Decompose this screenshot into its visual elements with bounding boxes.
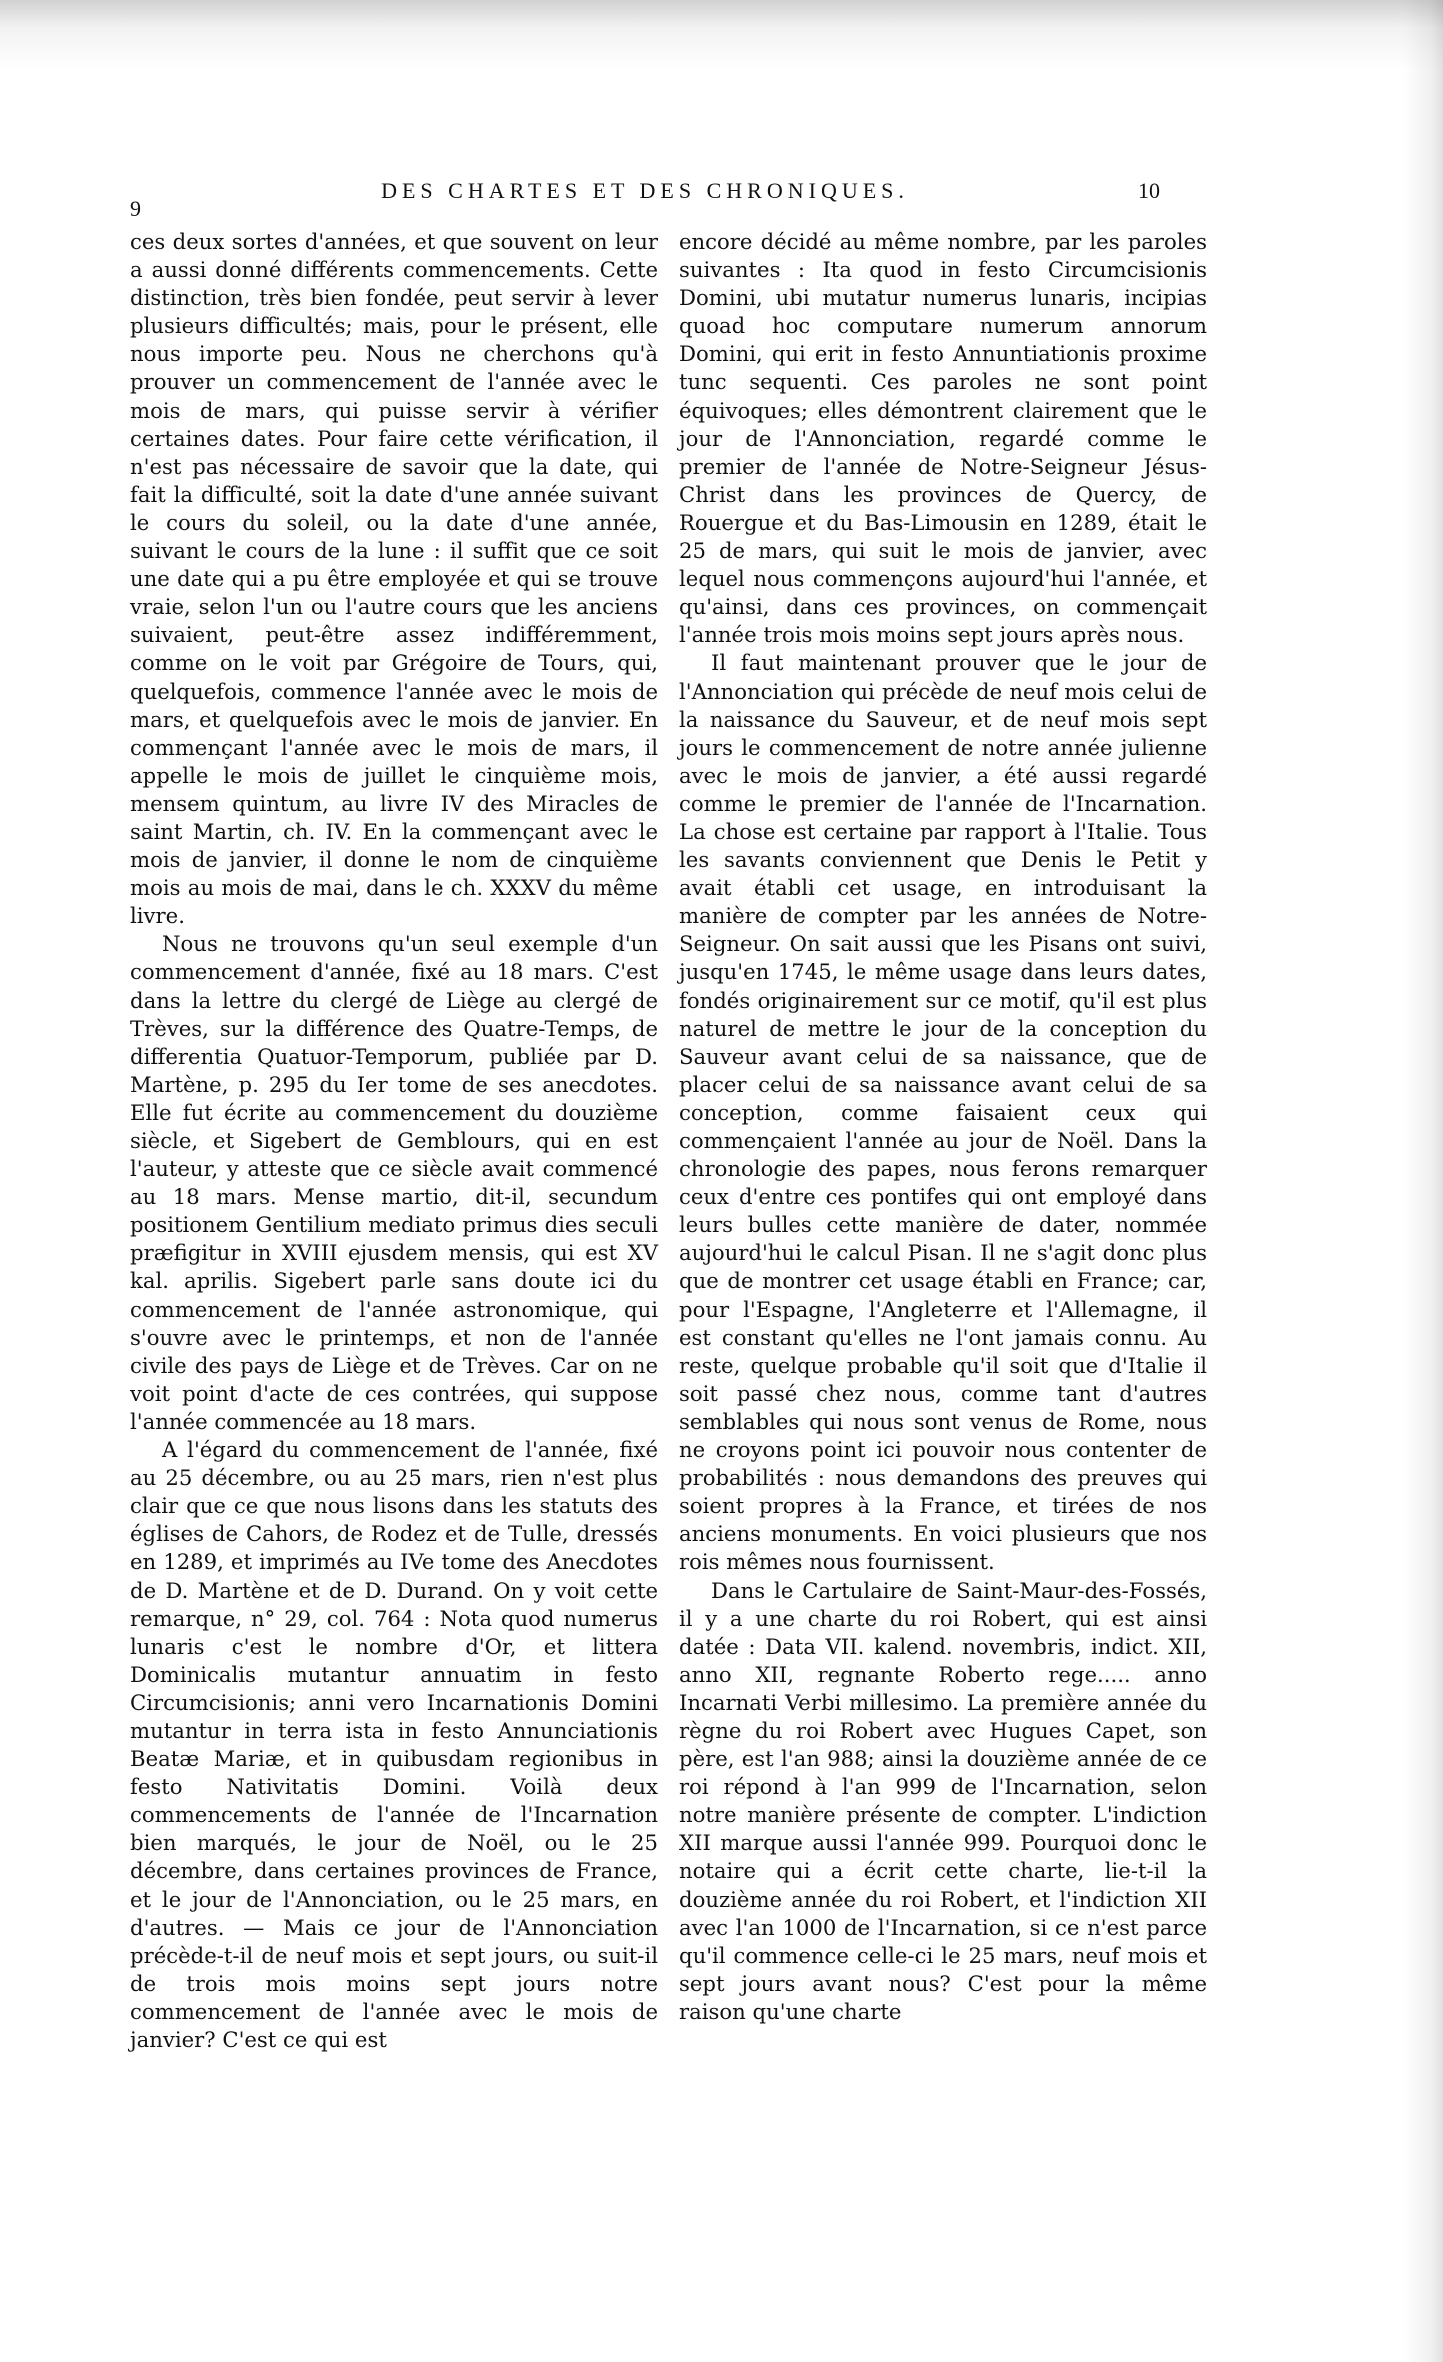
- text-column-right: [679, 228, 1207, 2026]
- paragraph: ces deux sortes d'années, et que souvent on leur a aussi donné différents commencements. Cette distinction, très bien fondée, peut servir à lever plusieurs difficultés; mais, pour le présent, elle nous importe peu. Nous ne cherchons qu'à prouver un commencement de l'année avec le mois de mars, qui puisse servir à vérifier certaines dates. Pour faire cette vérification, il n'est pas nécessaire de savoir que la date, qui fait la difficulté, soit la date d'une année suivant le cours du soleil, ou la date d'une année, suivant le cours de la lune : il suffit que ce soit une date qui a pu être employée et qui se trouve vraie, selon l'un ou l'autre cours que les anciens suivaient, peut-être assez indifféremment, comme on le voit par Grégoire de Tours, qui, quelquefois, commence l'année avec le mois de mars, et quelquefois avec le mois de janvier. En commençant l'année avec le mois de mars, il appelle le mois de juillet le cinquième mois, mensem quintum, au livre IV des Miracles de saint Martin, ch. IV. En la commençant avec le mois de janvier, il donne le nom de cinquième mois au mois de mai, dans le ch. XXXV du même livre.: [130, 229, 658, 929]
- text-column-left: [130, 228, 658, 2054]
- scan-edge-noise-right: [1403, 0, 1443, 2362]
- running-title: DES CHARTES ET DES CHRONIQUES.: [381, 178, 909, 203]
- paragraph: Nous ne trouvons qu'un seul exemple d'un commencement d'année, fixé au 18 mars. C'est dans la lettre du clergé de Liège au clergé de Trèves, sur la différence des Quatre-Temps, de differentia Quatuor-Temporum, publiée par D. Martène, p. 295 du Ier tome de ses anecdotes. Elle fut écrite au commencement du douzième siècle, et Sigebert de Gemblours, qui en est l'auteur, y atteste que ce siècle avait commencé au 18 mars. Mense martio, dit-il, secundum positionem Gentilium mediato primus dies seculi præfigitur in XVIII ejusdem mensis, qui est XV kal. aprilis. Sigebert parle sans doute ici du commencement de l'année astronomique, qui s'ouvre avec le printemps, et non de l'année civile des pays de Liège et de Trèves. Car on ne voit point d'acte de ces contrées, qui suppose l'année commencée au 18 mars.: [130, 931, 658, 1434]
- page-number-left: 9: [130, 196, 141, 221]
- paragraph: A l'égard du commencement de l'année, fixé au 25 décembre, ou au 25 mars, rien n'est plus clair que ce que nous lisons dans les statuts des églises de Cahors, de Rodez et de Tulle, dressés en 1289, et imprimés au IVe tome des Anecdotes de D. Martène et de D. Durand. On y voit cette remarque, n° 29, col. 764 : Nota quod numerus lunaris c'est le nombre d'Or, et littera Dominicalis mutantur annuatim in festo Circumcisionis; anni vero Incarnationis Domini mutantur in terra ista in festo Annunciationis Beatæ Mariæ, et in quibusdam regionibus in festo Nativitatis Domini. Voilà deux commencements de l'année de l'Incarnation bien marqués, le jour de Noël, ou le 25 décembre, dans certaines provinces de France, et le jour de l'Annonciation, ou le 25 mars, en d'autres. — Mais ce jour de l'Annonciation précède-t-il de neuf mois et sept jours, ou suit-il de trois mois moins sept jours notre commencement de l'année avec le mois de janvier? C'est ce qui est: [130, 1437, 658, 2052]
- scan-edge-noise-top: [0, 0, 1443, 70]
- paragraph: encore décidé au même nombre, par les paroles suivantes : Ita quod in festo Circumcisionis Domini, ubi mutatur numerus lunaris, incipias quoad hoc computare numerum annorum Domini, qui erit in festo Annuntiationis proxime tunc sequenti. Ces paroles ne sont point équivoques; elles démontrent clairement que le jour de l'Annonciation, regardé comme le premier de l'année de Notre-Seigneur Jésus-Christ dans les provinces de Quercy, de Rouergue et du Bas-Limousin en 1289, était le 25 de mars, qui suit le mois de janvier, avec lequel nous commençons aujourd'hui l'année, et qu'ainsi, dans ces provinces, on commençait l'année trois mois moins sept jours après nous.: [679, 229, 1207, 648]
- paragraph: Il faut maintenant prouver que le jour de l'Annonciation qui précède de neuf mois celui de la naissance du Sauveur, et de neuf mois sept jours le commencement de notre année julienne avec le mois de janvier, a été aussi regardé comme le premier de l'année de l'Incarnation. La chose est certaine par rapport à l'Italie. Tous les savants conviennent que Denis le Petit y avait établi cet usage, en introduisant la manière de compter par les années de Notre-Seigneur. On sait aussi que les Pisans ont suivi, jusqu'en 1745, le même usage dans leurs dates, fondés originairement sur ce motif, qu'il est plus naturel de mettre le jour de la conception du Sauveur avant celui de sa naissance, que de placer celui de sa naissance avant celui de sa conception, comme faisaient ceux qui commençaient l'année au jour de Noël. Dans la chronologie des papes, nous ferons remarquer ceux d'entre ces pontifes qui ont employé dans leurs bulles cette manière de dater, nommée aujourd'hui le calcul Pisan. Il ne s'agit donc plus que de montrer cet usage établi en France; car, pour l'Espagne, l'Angleterre et l'Allemagne, il est constant qu'elles ne l'ont jamais connu. Au reste, quelque probable qu'il soit que d'Italie il soit passé chez nous, comme tant d'autres semblables qui nous sont venus de Rome, nous ne croyons point ici pouvoir nous contenter de probabilités : nous demandons des preuves qui soient propres à la France, et tirées de nos anciens monuments. En voici plusieurs que nos rois mêmes nous fournissent.: [679, 650, 1207, 1575]
- running-header: [130, 178, 1160, 221]
- paragraph: Dans le Cartulaire de Saint-Maur-des-Fossés, il y a une charte du roi Robert, qui est ainsi datée : Data VII. kalend. novembris, indict. XII, anno XII, regnante Roberto rege..... anno Incarnati Verbi millesimo. La première année du règne du roi Robert avec Hugues Capet, son père, est l'an 988; ainsi la douzième année de ce roi répond à l'an 999 de l'Incarnation, selon notre manière présente de compter. L'indiction XII marque aussi l'année 999. Pourquoi donc le notaire qui a écrit cette charte, lie-t-il la douzième année du roi Robert, et l'indiction XII avec l'an 1000 de l'Incarnation, si ce n'est parce qu'il commence celle-ci le 25 mars, neuf mois et sept jours avant nous? C'est pour la même raison qu'une charte: [679, 1577, 1207, 2024]
- page-number-right: 10: [1138, 178, 1160, 203]
